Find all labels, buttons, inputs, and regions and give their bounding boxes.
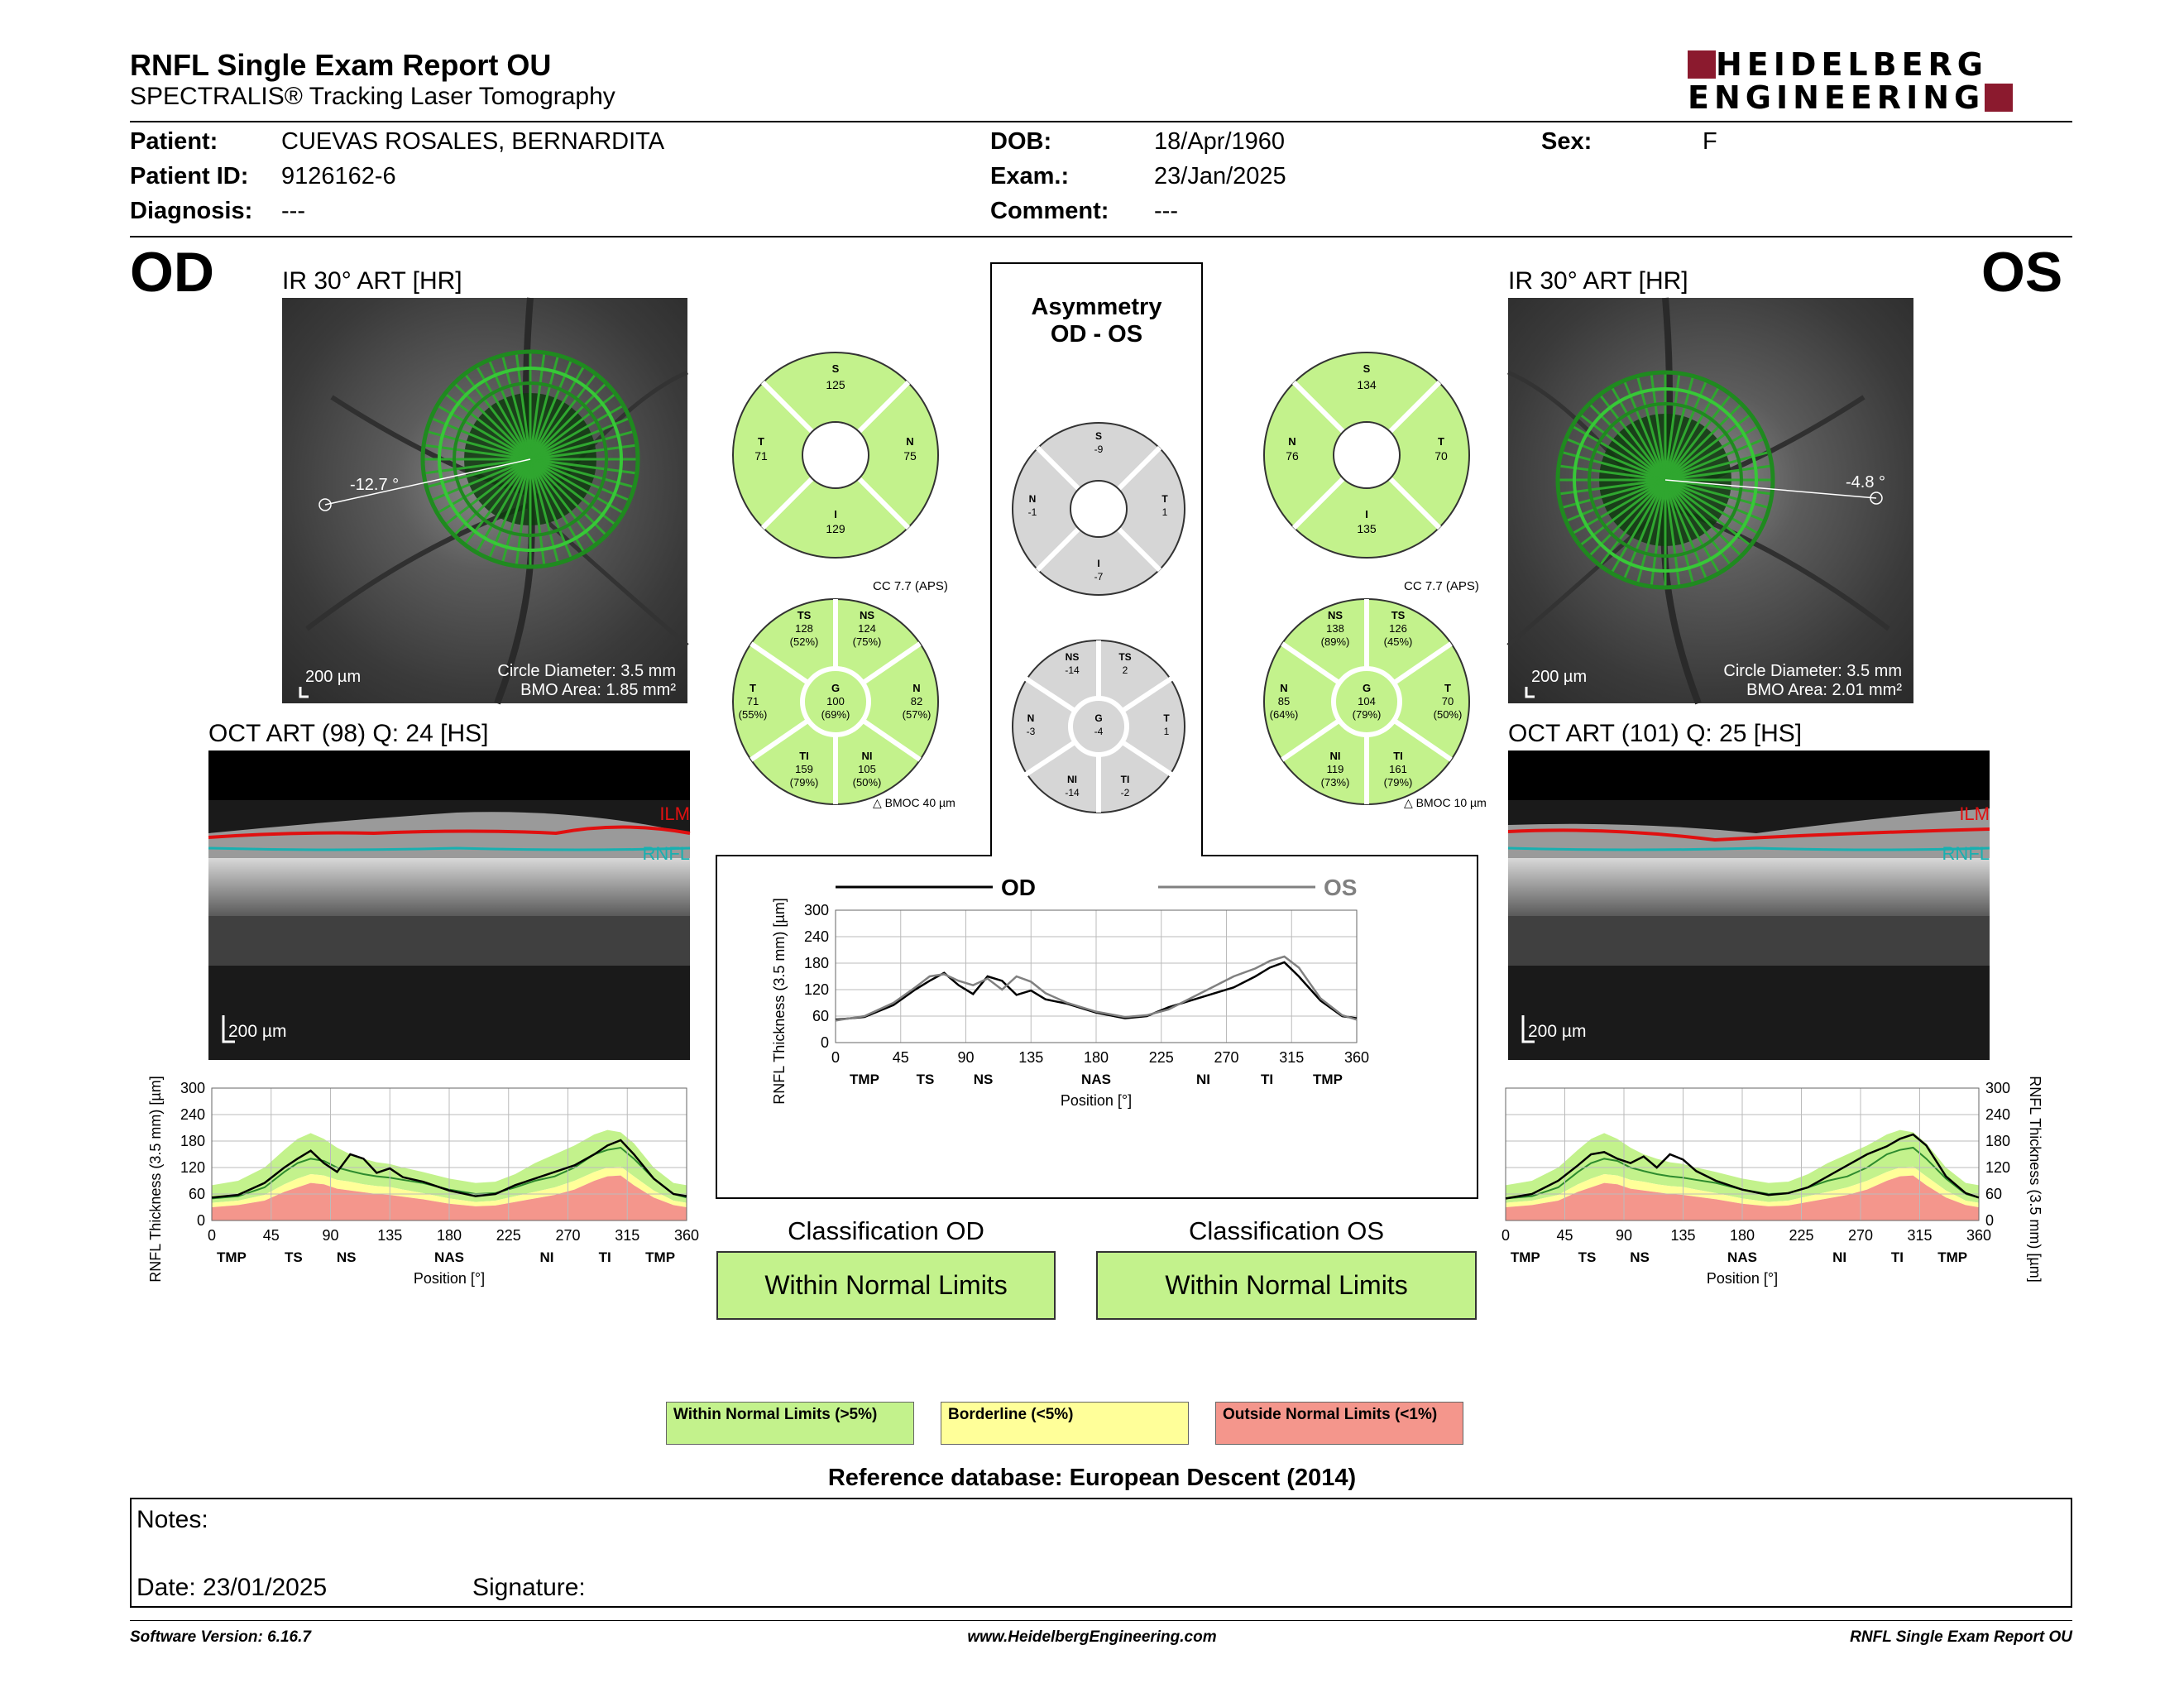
od-t-value: 71 (754, 449, 768, 463)
os-circle-diameter: Circle Diameter: 3.5 mm (1723, 662, 1902, 680)
os-n6-value: 85 (1277, 695, 1291, 707)
od-i-value: 129 (826, 522, 845, 535)
y-tick-label: 0 (820, 1034, 829, 1051)
svg-text:(57%): (57%) (902, 708, 932, 721)
exam-value: 23/Jan/2025 (1154, 163, 1286, 189)
od-ir-title: IR 30° ART [HR] (282, 267, 462, 295)
y-tick-label: 120 (180, 1159, 205, 1176)
os-ilm-label: ILM (1959, 803, 1990, 824)
sector-label: TS (1578, 1249, 1597, 1265)
sector-label: NI (1832, 1249, 1847, 1265)
od-classification-result: Within Normal Limits (716, 1251, 1056, 1320)
x-tick-label: 90 (1615, 1227, 1633, 1244)
asym-ns-value: -14 (1065, 664, 1080, 676)
svg-text:T: T (750, 682, 756, 694)
svg-text:NI: NI (1067, 774, 1077, 785)
sector-label: TMP (850, 1072, 879, 1087)
x-tick-label: 45 (262, 1227, 280, 1244)
asym-t-value: 1 (1161, 506, 1168, 518)
asym-ts-value: 2 (1122, 664, 1128, 676)
x-tick-label: 360 (1343, 1049, 1370, 1066)
od-oct-scale: 200 µm (228, 1022, 287, 1041)
svg-text:G: G (1362, 682, 1372, 694)
signature-label: Signature: (472, 1574, 586, 1601)
date-label: Date: 23/01/2025 (136, 1574, 328, 1601)
x-tick-label: 90 (957, 1049, 975, 1066)
svg-text:NS: NS (1327, 609, 1343, 621)
svg-text:(75%): (75%) (852, 635, 882, 648)
x-axis-label: Position [°] (413, 1270, 486, 1287)
svg-text:(55%): (55%) (738, 708, 768, 721)
od-classification-title: Classification OD (788, 1216, 984, 1245)
x-tick-label: 225 (496, 1227, 521, 1244)
od-circle-diameter: Circle Diameter: 3.5 mm (497, 662, 676, 680)
y-tick-label: 300 (1985, 1080, 2011, 1096)
svg-text:(50%): (50%) (1433, 708, 1463, 721)
od-g-value: 100 (826, 695, 845, 707)
asymmetry-title: Asymmetry OD - OS (1031, 294, 1162, 348)
svg-text:(89%): (89%) (1320, 635, 1350, 648)
os-bmo-area: BMO Area: 2.01 mm² (1746, 681, 1902, 699)
sector-label: NI (1196, 1072, 1210, 1087)
x-tick-label: 45 (1556, 1227, 1573, 1244)
sector-label: TMP (216, 1249, 247, 1265)
svg-text:(64%): (64%) (1269, 708, 1299, 721)
notes-label: Notes: (136, 1506, 208, 1533)
od-scale-label: 200 µm (305, 668, 362, 686)
svg-text:TS: TS (797, 609, 812, 621)
sector-label: TS (916, 1072, 935, 1087)
svg-text:(79%): (79%) (1383, 776, 1413, 789)
y-tick-label: 240 (1985, 1106, 2011, 1123)
x-tick-label: 135 (1670, 1227, 1696, 1244)
svg-text:T: T (1163, 712, 1170, 724)
x-tick-label: 0 (1501, 1227, 1511, 1244)
svg-text:N: N (912, 682, 921, 694)
footer-divider (130, 1620, 2072, 1621)
sector-label: NS (973, 1072, 994, 1087)
y-tick-label: 120 (1985, 1159, 2011, 1176)
od-rnfl-profile-chart (132, 1072, 700, 1324)
y-tick-label: 60 (812, 1008, 829, 1024)
od-fundus-image (282, 298, 687, 703)
diagnosis-label: Diagnosis: (130, 198, 253, 224)
y-axis-label: RNFL Thickness (3.5 mm) [µm] (2027, 1076, 2043, 1283)
svg-text:N: N (1288, 435, 1296, 448)
od-ns-value: 124 (858, 622, 876, 635)
y-tick-label: 180 (180, 1133, 205, 1149)
x-tick-label: 180 (1083, 1049, 1109, 1066)
notes-box[interactable] (130, 1498, 2072, 1608)
svg-text:N: N (1027, 712, 1035, 724)
patient-label: Patient: (130, 128, 218, 155)
y-tick-label: 0 (1985, 1212, 1995, 1229)
od-bmoc-label: △ BMOC 40 µm (873, 796, 956, 809)
sector-label: TI (598, 1249, 611, 1265)
svg-text:(52%): (52%) (789, 635, 819, 648)
svg-text:(45%): (45%) (1383, 635, 1413, 648)
y-tick-label: 120 (803, 981, 829, 998)
svg-text:G: G (1094, 712, 1103, 724)
svg-text:I: I (834, 508, 837, 520)
legend-label: OS (1324, 875, 1358, 900)
od-s-value: 125 (826, 378, 845, 391)
y-tick-label: 60 (188, 1186, 205, 1202)
os-oct-title: OCT ART (101) Q: 25 [HS] (1508, 720, 1803, 747)
footer-website[interactable]: www.HeidelbergEngineering.com (967, 1628, 1217, 1646)
x-tick-label: 315 (615, 1227, 640, 1244)
y-tick-label: 180 (1985, 1133, 2011, 1149)
svg-text:(73%): (73%) (1320, 776, 1350, 789)
od-ti-value: 159 (795, 763, 813, 775)
x-tick-label: 180 (436, 1227, 462, 1244)
os-cc-label: CC 7.7 (APS) (1404, 579, 1479, 593)
od-ni-value: 105 (858, 763, 876, 775)
svg-text:NS: NS (859, 609, 875, 621)
sex-value: F (1703, 128, 1717, 155)
sector-label: NAS (1081, 1072, 1111, 1087)
logo-square-icon (1688, 50, 1716, 79)
svg-text:G: G (831, 682, 841, 694)
os-rnfl-label: RNFL (1942, 843, 1990, 864)
sector-label: TI (1260, 1072, 1274, 1087)
asym-i-value: -7 (1094, 571, 1104, 583)
dob-value: 18/Apr/1960 (1154, 128, 1286, 155)
svg-text:NI: NI (1329, 750, 1341, 762)
os-s-value: 134 (1357, 378, 1377, 391)
od-eye-label: OD (130, 241, 214, 304)
x-axis-label: Position [°] (1706, 1270, 1779, 1287)
sector-label: TMP (1510, 1249, 1540, 1265)
os-ir-title: IR 30° ART [HR] (1508, 267, 1688, 295)
x-tick-label: 225 (1789, 1227, 1814, 1244)
dob-label: DOB: (990, 128, 1052, 155)
footer-report-name: RNFL Single Exam Report OU (1850, 1628, 2072, 1646)
y-tick-label: 0 (196, 1212, 205, 1229)
svg-text:I: I (1365, 508, 1368, 520)
patient-id: 9126162-6 (281, 163, 396, 189)
asym-n-value: -1 (1027, 506, 1037, 518)
od-ts-value: 128 (795, 622, 813, 635)
sector-label: TI (1890, 1249, 1904, 1265)
asym-n6-value: -3 (1026, 726, 1036, 737)
comment-value: --- (1154, 198, 1178, 224)
os-t-value: 70 (1434, 449, 1448, 463)
os-ts-value: 126 (1389, 622, 1407, 635)
heidelberg-logo: HEIDELBERG ENGINEERING (1688, 48, 2070, 114)
os-rnfl-profile-chart (1497, 1072, 2060, 1324)
os-classification-result: Within Normal Limits (1096, 1251, 1477, 1320)
sector-label: NI (539, 1249, 554, 1265)
sector-label: TS (284, 1249, 303, 1265)
legend-label: OD (1001, 875, 1036, 900)
os-oct-bscan (1508, 750, 1990, 1060)
svg-text:T: T (1161, 493, 1168, 505)
x-tick-label: 360 (1966, 1227, 1992, 1244)
svg-text:N: N (1280, 682, 1288, 694)
diagnosis-value: --- (281, 198, 305, 224)
sector-label: TMP (1313, 1072, 1343, 1087)
legend-borderline: Borderline (<5%) (941, 1402, 1189, 1445)
sector-label: NS (1630, 1249, 1650, 1265)
asym-s-value: -9 (1094, 444, 1104, 455)
os-angle-label: -4.8 ° (1846, 473, 1886, 492)
x-tick-label: 270 (1214, 1049, 1239, 1066)
asym-ni-value: -14 (1065, 787, 1080, 798)
exam-label: Exam.: (990, 163, 1070, 189)
x-tick-label: 360 (673, 1227, 700, 1244)
svg-text:S: S (1363, 362, 1371, 375)
svg-text:T: T (1438, 435, 1444, 448)
report-subtitle: SPECTRALIS® Tracking Laser Tomography (130, 83, 615, 110)
x-axis-label: Position [°] (1060, 1092, 1133, 1109)
os-t6-value: 70 (1441, 695, 1454, 707)
od-n-value: 75 (903, 449, 917, 463)
y-tick-label: 180 (803, 955, 829, 971)
svg-text:(79%): (79%) (789, 776, 819, 789)
footer-software-version: Software Version: 6.16.7 (130, 1628, 311, 1646)
comment-label: Comment: (990, 198, 1109, 224)
y-tick-label: 60 (1985, 1186, 2003, 1202)
logo-square-icon (1985, 84, 2013, 112)
svg-text:TI: TI (799, 750, 809, 762)
svg-text:(79%): (79%) (1352, 708, 1382, 721)
asym-ti-value: -2 (1120, 787, 1130, 798)
asymmetry-sector-4-diagram (1008, 418, 1190, 600)
asym-t6-value: 1 (1163, 726, 1170, 737)
svg-text:(69%): (69%) (821, 708, 850, 721)
patient-id-label: Patient ID: (130, 163, 249, 189)
x-tick-label: 180 (1729, 1227, 1755, 1244)
divider (130, 236, 2072, 237)
svg-text:NI: NI (861, 750, 873, 762)
sector-label: TMP (1937, 1249, 1968, 1265)
y-tick-label: 240 (180, 1106, 205, 1123)
x-tick-label: 45 (892, 1049, 909, 1066)
y-tick-label: 300 (803, 902, 829, 918)
asym-g-value: -4 (1094, 726, 1104, 737)
report-title: RNFL Single Exam Report OU (130, 48, 552, 82)
x-tick-label: 270 (555, 1227, 581, 1244)
od-os-comparison-chart (761, 877, 1406, 1142)
os-eye-label: OS (1981, 241, 2063, 304)
sector-label: NAS (434, 1249, 464, 1265)
legend-outside-normal: Outside Normal Limits (<1%) (1215, 1402, 1463, 1445)
os-g-value: 104 (1358, 695, 1376, 707)
od-ilm-label: ILM (659, 803, 690, 824)
svg-text:N: N (906, 435, 914, 448)
x-tick-label: 315 (1279, 1049, 1305, 1066)
x-tick-label: 270 (1847, 1227, 1874, 1244)
sector-label: TMP (645, 1249, 676, 1265)
svg-text:I: I (1097, 558, 1100, 569)
x-tick-label: 0 (831, 1049, 841, 1066)
legend-within-normal: Within Normal Limits (>5%) (666, 1402, 914, 1445)
patient-name: CUEVAS ROSALES, BERNARDITA (281, 128, 665, 155)
svg-text:(50%): (50%) (852, 776, 882, 789)
x-tick-label: 315 (1907, 1227, 1933, 1244)
os-n-value: 76 (1286, 449, 1299, 463)
x-tick-label: 90 (322, 1227, 339, 1244)
od-bmo-area: BMO Area: 1.85 mm² (520, 681, 676, 699)
y-axis-label: RNFL Thickness (3.5 mm) [µm] (771, 898, 788, 1105)
os-ns-value: 138 (1326, 622, 1344, 635)
svg-text:S: S (831, 362, 840, 375)
x-tick-label: 225 (1148, 1049, 1174, 1066)
svg-text:TI: TI (1393, 750, 1403, 762)
od-oct-bscan (208, 750, 690, 1060)
svg-text:TS: TS (1118, 651, 1132, 663)
svg-text:N: N (1028, 493, 1037, 505)
od-n6-value: 82 (910, 695, 923, 707)
y-tick-label: 300 (180, 1080, 205, 1096)
od-rnfl-label: RNFL (642, 843, 690, 864)
svg-text:TI: TI (1120, 774, 1130, 785)
os-bmoc-label: △ BMOC 10 µm (1404, 796, 1487, 809)
od-t6-value: 71 (746, 695, 759, 707)
svg-text:T: T (758, 435, 764, 448)
svg-text:TS: TS (1391, 609, 1406, 621)
y-axis-label: RNFL Thickness (3.5 mm) [µm] (147, 1076, 164, 1283)
asymmetry-sector-6-diagram (1008, 635, 1190, 818)
os-ti-value: 161 (1389, 763, 1407, 775)
x-tick-label: 0 (207, 1227, 217, 1244)
os-fundus-image (1508, 298, 1913, 703)
divider (130, 121, 2072, 122)
svg-text:S: S (1094, 430, 1103, 442)
svg-text:T: T (1444, 682, 1451, 694)
os-ni-value: 119 (1326, 763, 1344, 775)
sex-label: Sex: (1541, 128, 1592, 155)
os-i-value: 135 (1357, 522, 1377, 535)
os-oct-scale: 200 µm (1528, 1022, 1587, 1041)
x-tick-label: 135 (377, 1227, 403, 1244)
od-angle-label: -12.7 ° (350, 476, 400, 494)
y-tick-label: 240 (803, 928, 829, 945)
od-cc-label: CC 7.7 (APS) (873, 579, 948, 593)
os-classification-title: Classification OS (1188, 1216, 1385, 1245)
od-oct-title: OCT ART (98) Q: 24 [HS] (208, 720, 489, 747)
os-scale-label: 200 µm (1531, 668, 1588, 686)
sector-label: NS (336, 1249, 357, 1265)
reference-database: Reference database: European Descent (2014) (827, 1465, 1357, 1491)
svg-text:NS: NS (1065, 651, 1080, 663)
x-tick-label: 135 (1018, 1049, 1044, 1066)
sector-label: NAS (1727, 1249, 1757, 1265)
